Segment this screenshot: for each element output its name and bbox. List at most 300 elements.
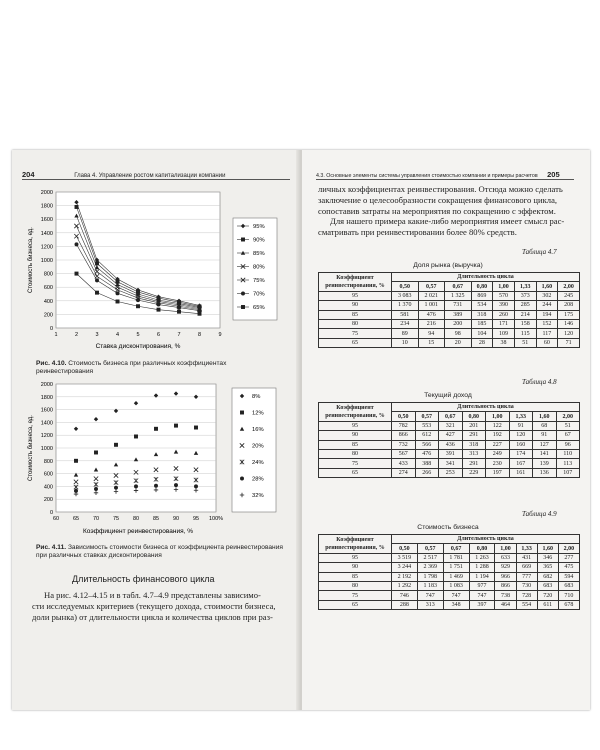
table-cell: 266 [415,468,439,477]
table-cell: 2 021 [418,291,445,300]
table-cell: 51 [556,421,580,430]
left-page [12,150,300,710]
table-cell: 274 [392,468,416,477]
table-4-7-title: Доля рынка (выручка) [413,262,483,269]
legend-label: 85% [253,251,265,257]
table-4-9-title: Стоимость бизнеса [417,524,479,531]
x-tick-label: 85 [152,516,160,522]
col-header: 0,80 [462,412,486,421]
data-point [136,304,140,308]
x-tick-label: 1 [54,332,58,338]
table-cell: 1 183 [417,581,443,590]
data-point [177,306,181,310]
table-group-header: Длительность цикла [392,403,580,412]
table-cell: 318 [471,310,493,319]
chart-reinvestment [18,378,290,540]
table-row [319,338,580,347]
left-running-head [22,170,225,179]
data-point [194,484,198,488]
table-row-header: Коэффициент реинвестирования, % [319,403,392,422]
table-cell: 208 [558,301,580,310]
table-cell: 227 [486,440,510,449]
table-row [319,421,580,430]
right-para-line: Для нашего примера какие-либо мероприятия имеет смысл рас- [330,216,565,227]
table-cell: 89 [392,329,419,338]
data-point [114,443,118,447]
data-point [154,484,158,488]
left-para-line: доли рынка) от длительности цикла и количества циклов при раз- [32,611,273,622]
row-label: 65 [319,338,392,347]
data-point [134,435,138,439]
data-point [94,451,98,455]
y-tick-label: 1600 [40,217,53,224]
data-point [75,272,79,276]
data-point [174,483,178,487]
table-cell: 200 [445,319,472,328]
table-cell: 175 [558,310,580,319]
right-para-line: сматривать при реинвестировании более 80% средств. [318,227,517,238]
table-cell: 633 [495,553,516,562]
legend-label: 8% [252,394,261,400]
right-page-number: 205 [547,170,560,179]
table-cell: 869 [471,291,493,300]
legend-label: 90% [253,237,265,244]
table-cell: 427 [439,431,463,440]
table-cell: 397 [469,600,495,609]
col-header: 0,57 [418,282,445,291]
col-header: 1,00 [495,544,516,553]
table-cell: 365 [537,563,558,572]
table-cell: 373 [514,291,536,300]
table-cell: 321 [439,421,463,430]
table-cell: 390 [493,301,515,310]
row-label: 75 [319,591,392,600]
table-cell: 192 [486,431,510,440]
data-point [116,300,120,304]
table-cell: 669 [516,563,537,572]
table-4-8-number: Таблица 4.8 [522,378,557,386]
table-cell: 3 519 [392,553,418,562]
table-cell: 464 [495,600,516,609]
data-point [94,487,98,491]
table-cell: 20 [445,338,472,347]
table-cell: 288 [392,600,418,609]
table-cell: 866 [392,431,416,440]
table-cell: 194 [536,310,558,319]
legend-label: 95% [253,224,265,230]
table-cell: 966 [495,572,516,581]
book-spread [12,150,590,710]
table-cell: 730 [516,581,537,590]
table-cell: 720 [537,591,558,600]
y-tick-label: 1800 [40,394,53,401]
table-cell: 136 [533,468,557,477]
left-para-line: сти исследуемых критериев (текущего дохода, стоимости бизнеса, [32,600,276,611]
col-header: 0,67 [445,282,472,291]
table-cell: 554 [516,600,537,609]
table-cell: 152 [536,319,558,328]
y-tick-label: 1000 [40,258,53,264]
table-cell: 15 [418,338,445,347]
col-header: 2,00 [558,282,580,291]
table-cell: 120 [509,431,533,440]
col-header: 0,50 [392,282,419,291]
table-cell: 122 [486,421,510,430]
table-cell: 216 [418,319,445,328]
data-point [75,242,79,246]
table-cell: 678 [558,600,579,609]
right-head-rule [316,179,574,180]
x-tick-label: 65 [72,516,80,522]
data-point [116,291,120,295]
table-cell: 167 [509,459,533,468]
table-cell: 1 292 [392,581,418,590]
table-cell: 68 [533,421,557,430]
chart-discount-rate [18,184,290,356]
table-cell: 777 [516,572,537,581]
y-tick-label: 600 [43,471,53,478]
right-paragraph [318,184,582,238]
table-cell: 230 [486,459,510,468]
table-cell: 683 [558,581,579,590]
row-label: 85 [319,310,392,319]
y-tick-label: 2000 [40,382,53,388]
col-header: 0,50 [392,412,416,421]
row-label: 65 [319,600,392,609]
x-tick-label: 100% [208,516,224,522]
row-label: 80 [319,581,392,590]
table-row [319,572,580,581]
right-para-line: сопоставив затраты на мероприятия по сокращению с эффектом. [318,205,556,216]
table-cell: 782 [392,421,416,430]
table-cell: 244 [536,301,558,310]
table-4-9-number: Таблица 4.9 [522,510,557,518]
table-cell: 747 [417,591,443,600]
col-header: 1,33 [514,282,536,291]
table-cell: 1 001 [418,301,445,310]
data-point [157,303,161,307]
table-cell: 2 369 [417,563,443,572]
row-label: 80 [319,319,392,328]
table-cell: 107 [556,468,580,477]
table-row [319,291,580,300]
legend-label: 16% [252,427,264,433]
legend-label: 75% [253,278,265,284]
table-cell: 313 [462,449,486,458]
table-cell: 28 [471,338,493,347]
left-paragraph [32,590,294,622]
table-cell: 113 [556,459,580,468]
col-header: 0,57 [417,544,443,553]
table-cell: 115 [514,329,536,338]
table-cell: 611 [537,600,558,609]
table-cell: 1 325 [445,291,472,300]
table-cell: 127 [533,440,557,449]
table-cell: 313 [417,600,443,609]
table-cell: 3 083 [392,291,419,300]
legend-label: 65% [253,305,265,311]
table-cell: 38 [493,338,515,347]
col-header: 1,60 [536,282,558,291]
table-cell: 977 [469,581,495,590]
row-label: 90 [319,301,392,310]
legend-marker [241,238,245,242]
table-cell: 67 [556,431,580,440]
y-tick-label: 400 [43,484,53,491]
table-cell: 341 [439,459,463,468]
fig410-number: Рис. 4.10. [36,360,67,367]
table-cell: 566 [415,440,439,449]
table-row [319,319,580,328]
data-point [198,312,202,316]
table-row [319,431,580,440]
table-cell: 291 [462,459,486,468]
legend-marker [241,305,245,309]
x-tick-label: 4 [115,332,120,338]
table-cell: 302 [536,291,558,300]
y-tick-label: 1200 [40,244,53,251]
right-page [302,150,590,710]
table-cell: 171 [493,319,515,328]
table-row [319,459,580,468]
data-point [134,484,138,488]
section-title: Длительность финансового цикла [72,574,215,584]
table-cell: 51 [514,338,536,347]
col-header: 1,00 [486,412,510,421]
table-cell: 391 [439,449,463,458]
table-cell: 160 [509,440,533,449]
legend-label: 70% [253,291,265,298]
table-cell: 2 192 [392,572,418,581]
y-tick-label: 400 [43,298,53,305]
col-header: 2,00 [558,544,579,553]
chart1-ylabel: Стоимость бизнеса, ед. [28,227,34,293]
x-tick-label: 6 [156,332,161,338]
table-cell: 253 [439,468,463,477]
table-4-8 [318,402,580,478]
legend-label: 28% [252,476,264,483]
table-cell: 476 [418,310,445,319]
chart2-ylabel: Стоимость бизнеса, ед. [28,415,34,481]
x-tick-label: 7 [177,332,181,338]
right-para-line: личных коэффициентах реинвестирования. Отсюда можно сделать [318,184,563,194]
chart1-xlabel: Ставка дисконтирования, % [95,343,181,350]
table-cell: 214 [514,310,536,319]
table-cell: 1 288 [469,563,495,572]
table-cell: 96 [556,440,580,449]
table-cell: 348 [443,600,469,609]
table-cell: 1 798 [417,572,443,581]
col-header: 0,67 [439,412,463,421]
legend-marker [240,411,244,415]
data-point [154,427,158,431]
table-cell: 553 [415,421,439,430]
table-cell: 201 [462,421,486,430]
data-point [136,298,140,302]
table-row-header: Коэффициент реинвестирования, % [319,535,392,554]
table-cell: 234 [392,319,419,328]
table-cell: 249 [486,449,510,458]
col-header: 1,60 [533,412,557,421]
figure-4-10-caption [36,360,284,376]
table-cell: 683 [537,581,558,590]
y-tick-label: 200 [43,497,53,504]
y-tick-label: 1600 [40,407,53,414]
table-cell: 94 [418,329,445,338]
table-cell: 109 [493,329,515,338]
table-cell: 71 [558,338,580,347]
table-cell: 433 [392,459,416,468]
table-cell: 245 [558,291,580,300]
fig410-text: Стоимость бизнеса при различных коэффициентах реинвестирования [36,360,227,375]
table-cell: 475 [558,563,579,572]
table-row [319,591,580,600]
table-cell: 185 [471,319,493,328]
x-tick-label: 90 [172,516,180,522]
table-cell: 139 [533,459,557,468]
data-point [177,310,181,314]
data-point [174,424,178,428]
table-cell: 581 [392,310,419,319]
right-para-line: заключение о целесообразности сокращения финансового цикла, [318,194,558,205]
table-cell: 746 [392,591,418,600]
table-cell: 738 [495,591,516,600]
table-row [319,563,580,572]
table-cell: 866 [495,581,516,590]
table-cell: 567 [392,449,416,458]
left-page-number: 204 [22,170,35,179]
y-tick-label: 1000 [40,446,53,452]
y-tick-label: 1400 [40,420,53,427]
table-cell: 91 [533,431,557,440]
table-4-7-number: Таблица 4.7 [522,248,557,256]
legend-marker [240,477,244,481]
x-tick-label: 3 [95,332,99,338]
table-cell: 117 [536,329,558,338]
legend-label: 24% [252,460,264,466]
table-row [319,600,580,609]
table-row [319,449,580,458]
table-cell: 1 263 [469,553,495,562]
table-cell: 388 [415,459,439,468]
table-row [319,553,580,562]
table-cell: 10 [392,338,419,347]
y-tick-label: 1800 [40,203,53,210]
y-tick-label: 0 [49,510,53,516]
table-cell: 158 [514,319,536,328]
x-tick-label: 70 [92,516,100,522]
data-point [194,426,198,430]
table-cell: 594 [558,572,579,581]
table-cell: 747 [443,591,469,600]
data-point [157,308,161,312]
y-tick-label: 2000 [40,190,53,196]
table-cell: 389 [445,310,472,319]
table-cell: 710 [558,591,579,600]
left-head-rule [22,179,290,180]
y-tick-label: 1400 [40,230,53,237]
data-point [74,459,78,463]
table-cell: 732 [392,440,416,449]
table-cell: 229 [462,468,486,477]
col-header: 0,80 [469,544,495,553]
table-cell: 534 [471,301,493,310]
legend-label: 32% [252,493,264,499]
table-cell: 197 [486,468,510,477]
legend-label: 12% [252,410,264,417]
data-point [95,291,99,295]
table-cell: 346 [537,553,558,562]
fig411-number: Рис. 4.11. [36,544,67,551]
y-tick-label: 1200 [40,433,53,440]
x-tick-label: 80 [132,516,140,522]
table-cell: 570 [493,291,515,300]
left-head-text: Глава 4. Управление ростом капитализации компании [74,173,226,179]
right-head-text: 4.3. Основные элементы системы управления стоимостью компании и примеры расчетов [316,173,538,179]
table-cell: 318 [462,440,486,449]
fig411-text: Зависимость стоимости бизнеса от коэффициента реинвестирования при различных ставках дисконтирования [36,544,283,559]
table-cell: 1 083 [443,581,469,590]
x-tick-label: 9 [218,332,222,338]
table-cell: 3 244 [392,563,418,572]
data-point [95,278,99,282]
table-cell: 146 [558,319,580,328]
row-label: 90 [319,431,392,440]
table-row [319,468,580,477]
col-header: 1,33 [509,412,533,421]
col-header: 0,57 [415,412,439,421]
y-tick-label: 800 [43,458,53,465]
y-tick-label: 600 [43,285,53,292]
x-tick-label: 60 [52,516,60,522]
table-cell: 612 [415,431,439,440]
right-running-head [316,170,560,179]
row-label: 80 [319,449,392,458]
table-cell: 104 [471,329,493,338]
row-label: 65 [319,468,392,477]
data-point [75,205,79,209]
table-row [319,301,580,310]
table-cell: 98 [445,329,472,338]
table-group-header: Длительность цикла [392,535,580,544]
col-header: 0,80 [471,282,493,291]
table-cell: 1 194 [469,572,495,581]
table-cell: 1 751 [443,563,469,572]
table-cell: 728 [516,591,537,600]
row-label: 95 [319,421,392,430]
table-cell: 91 [509,421,533,430]
legend-label: 20% [252,443,264,450]
col-header: 2,00 [556,412,580,421]
x-tick-label: 2 [74,332,79,338]
table-cell: 747 [469,591,495,600]
table-cell: 436 [439,440,463,449]
table-cell: 110 [556,449,580,458]
x-tick-label: 75 [112,516,120,522]
table-cell: 291 [462,431,486,440]
table-cell: 174 [509,449,533,458]
table-row [319,440,580,449]
col-header: 0,67 [443,544,469,553]
col-header: 1,33 [516,544,537,553]
row-label: 95 [319,553,392,562]
table-4-8-title: Текущий доход [424,392,472,399]
row-label: 75 [319,459,392,468]
x-tick-label: 95 [192,516,200,522]
table-group-header: Длительность цикла [392,273,580,282]
table-cell: 1 781 [443,553,469,562]
col-header: 0,50 [392,544,418,553]
